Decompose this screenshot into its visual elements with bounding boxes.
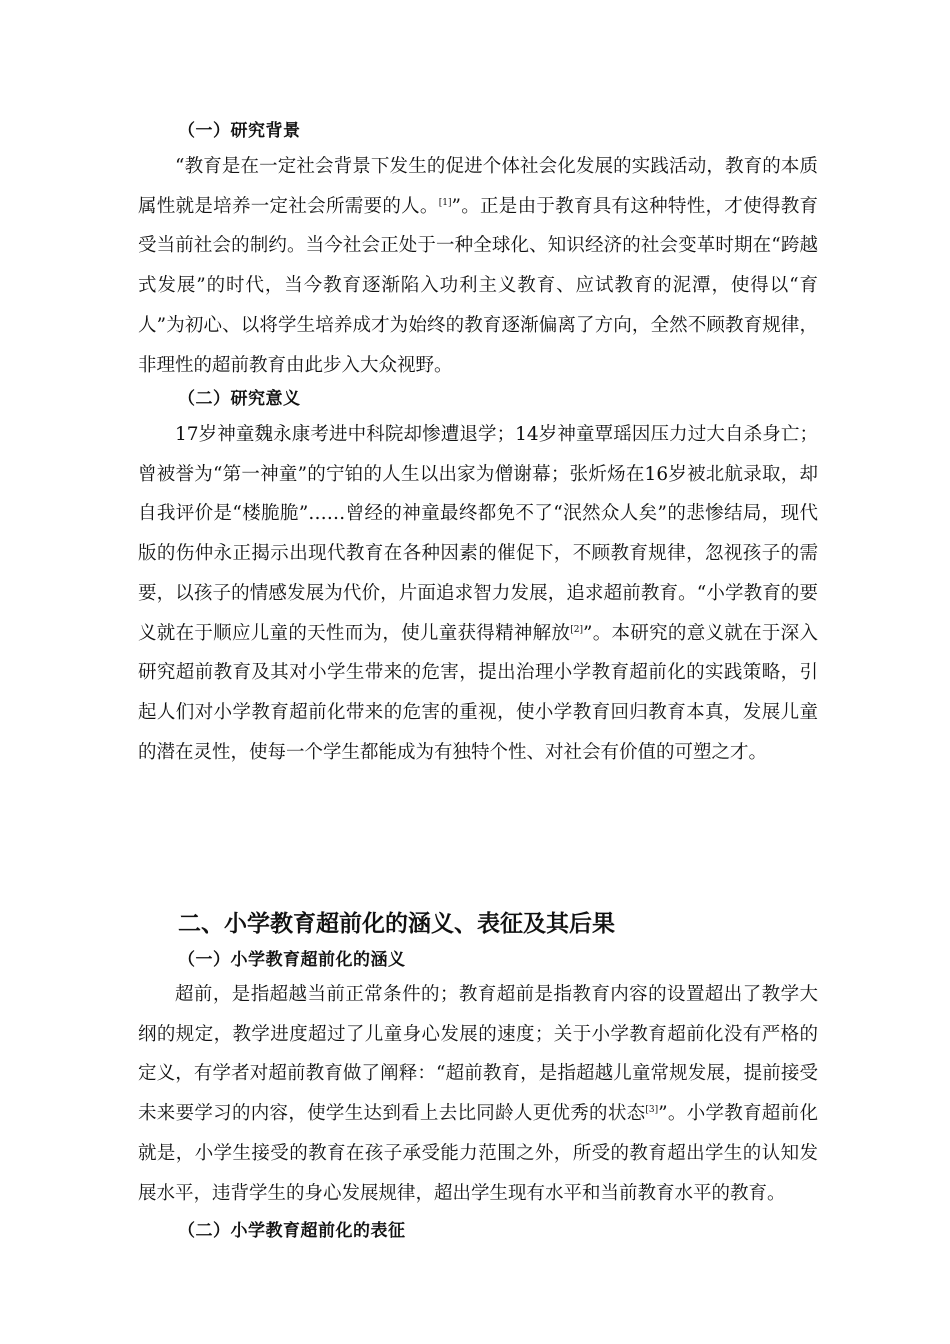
definition-paragraph bbox=[138, 975, 818, 1213]
paragraph-text: “教育是在一定社会背景下发生的促进个体社会化发展的实践活动，教育的本质属性就是培养一定社会所需要的人。 bbox=[138, 156, 818, 217]
citation-ref: [1] bbox=[438, 197, 452, 208]
paragraph-text: ”。本研究的意义就在于深入研究超前教育及其对小学生带来的危害，提出治理小学教育超前化的实践策略，引起人们对小学教育超前化带来的危害的重视，使小学教育回归教育本真，发展儿童的潜在灵性，使每一个学生都能成为有独特个性、对社会有价值的可塑之才。 bbox=[138, 622, 818, 763]
citation-ref: [2] bbox=[570, 624, 583, 635]
chapter-title: 二、小学教育超前化的涵义、表征及其后果 bbox=[178, 911, 615, 937]
citation-ref: [3] bbox=[645, 1104, 659, 1115]
definition-heading: （一）小学教育超前化的涵义 bbox=[178, 950, 406, 970]
paragraph-text: 超前，是指超越当前正常条件的；教育超前是指教育内容的设置超出了教学大纲的规定，教学进度超过了儿童身心发展的速度；关于小学教育超前化没有严格的定义，有学者对超前教育做了阐释：“超前教育，是指超越儿童常规发展，提前接受未来要学习的内容，使学生达到看上去比同龄人更优秀的状态 bbox=[138, 984, 818, 1125]
research-background-heading: （一）研究背景 bbox=[178, 121, 301, 141]
paragraph-text: ”。小学教育超前化就是，小学生接受的教育在孩子承受能力范围之外，所受的教育超出学生的认知发展水平，违背学生的身心发展规律，超出学生现有水平和当前教育水平的教育。 bbox=[138, 1103, 818, 1204]
research-background-paragraph bbox=[138, 147, 818, 385]
research-significance-paragraph bbox=[138, 415, 818, 772]
paragraph-text: ”。正是由于教育具有这种特性，才使得教育受当前社会的制约。当今社会正处于一种全球化、知识经济的社会变革时期在“跨越式发展”的时代，当今教育逐渐陷入功利主义教育、应试教育的泥潭，使得以“育人”为初心、以将学生培养成才为始终的教育逐渐偏离了方向，全然不顾教育规律，非理性的超前教育由此步入大众视野。 bbox=[138, 195, 818, 376]
symptoms-heading: （二）小学教育超前化的表征 bbox=[178, 1221, 406, 1241]
paragraph-text: 17岁神童魏永康考进中科院却惨遭退学；14岁神童覃瑶因压力过大自杀身亡；曾被誉为“第一神童”的宁铂的人生以出家为僧谢幕；张炘炀在16岁被北航录取，却自我评价是“楼脆脆”……曾经的神童最终都免不了“泯然众人矣”的悲惨结局，现代版的伤仲永正揭示出现代教育在各种因素的催促下，不顾教育规律，忽视孩子的需要，以孩子的情感发展为代价，片面追求智力发展，追求超前教育。“小学教育的要义就在于顺应儿童的天性而为，使儿童获得精神解放 bbox=[138, 424, 818, 644]
research-significance-heading: （二）研究意义 bbox=[178, 389, 301, 409]
